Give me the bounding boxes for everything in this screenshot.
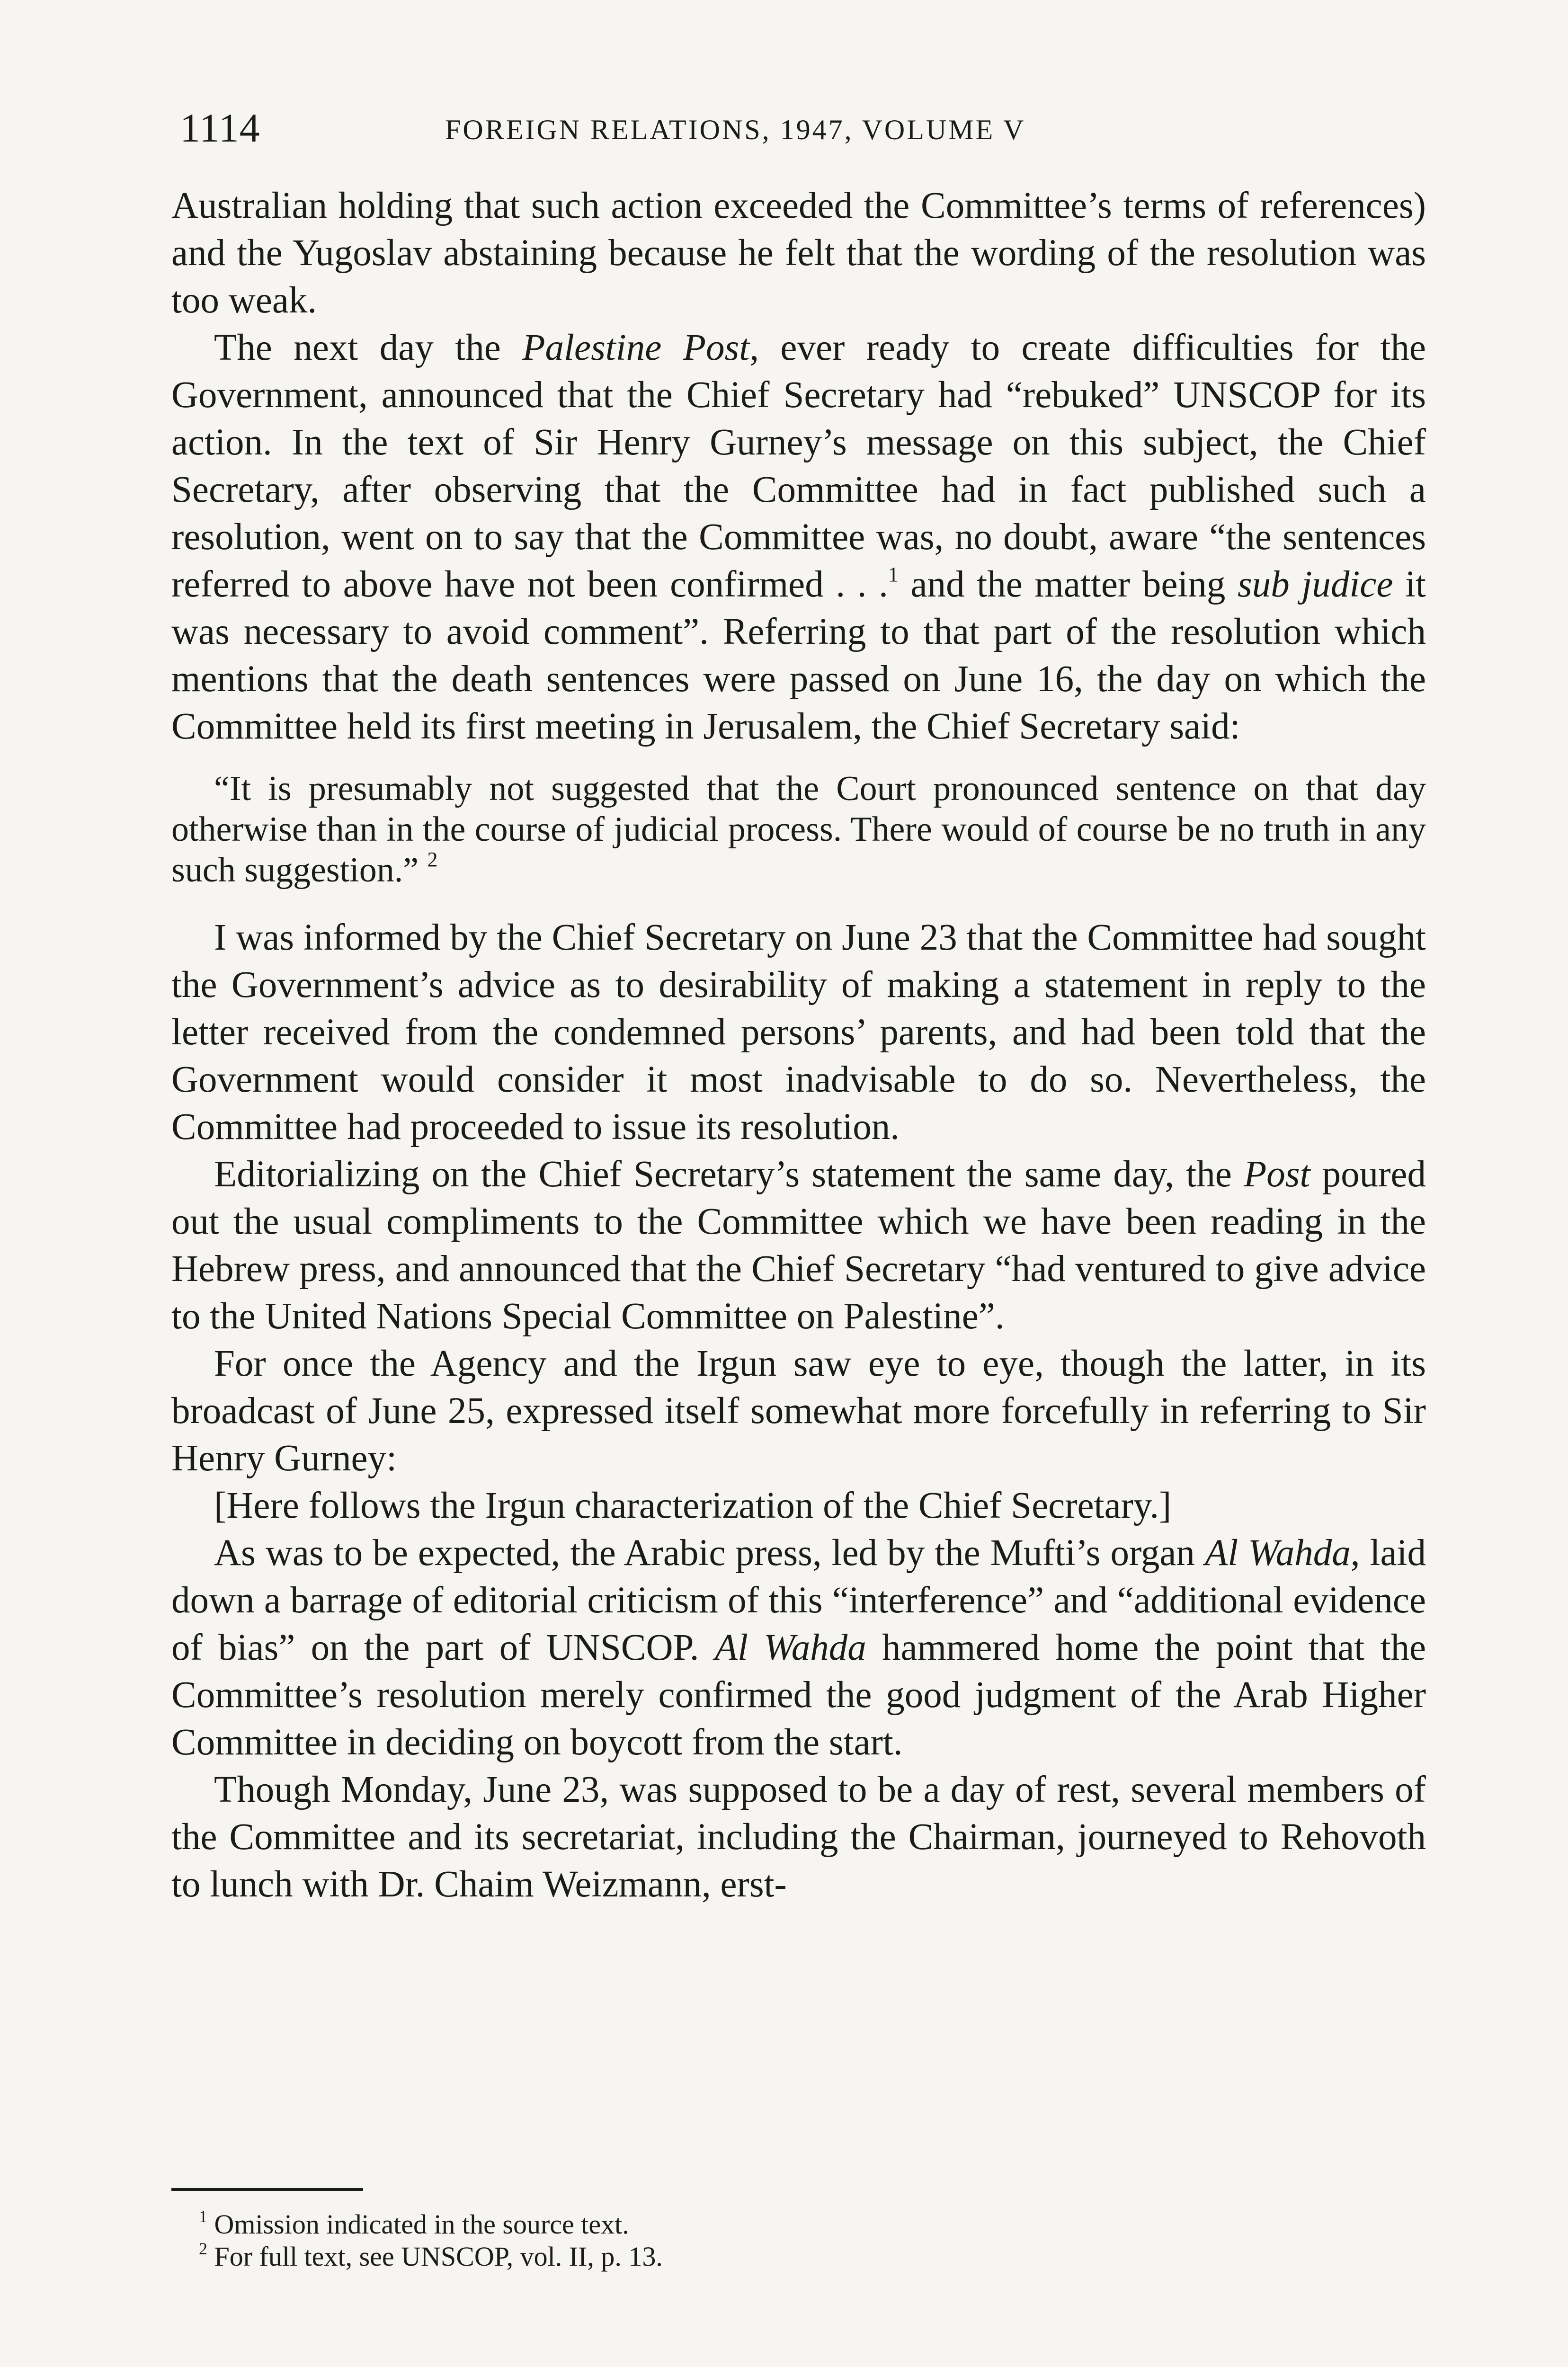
footnote-1 xyxy=(199,2208,1382,2241)
paragraph-2-text-d: and the matter being xyxy=(898,564,1238,605)
paragraph-5: For once the Agency and the Irgun saw eye to eye, though the latter, in its broadcast of June 25, expressed itself somewhat more forcefully in referring to Sir Henry Gurney: xyxy=(171,1343,1426,1479)
paragraph-4 xyxy=(171,1151,1426,1340)
paragraph-2-text-c: , ever ready to create difficulties for the Government, announced that the Chief Secretary had “rebuked” UNSCOP for its action. In the text of Sir Henry Gurney’s message on this subject, the Chief Secretary, after observing that the Committee had in fact published such a resolution, went on to say that the Committee was, no doubt, aware “the sentences referred to above have not been confirmed . . . xyxy=(171,327,1426,605)
paragraph-3: I was informed by the Chief Secretary on June 23 that the Committee had sought the Government’s advice as to desirability of making a statement in reply to the letter received from the condemned persons’ parents, and had been told that the Government would consider it most inadvisable to do so. Nevertheless, the Committee had proceeded to issue its resolution. xyxy=(171,917,1426,1148)
page-header xyxy=(180,104,1420,151)
block-quote-text: “It is presumably not suggested that the Court pronounced sentence on that day otherwise than in the course of judicial process. There would of course be no truth in any such suggestion.” xyxy=(171,769,1426,890)
palestine-post-title: Palestine Post xyxy=(522,327,750,368)
footnote-ref-1: 1 xyxy=(888,563,899,586)
paragraph-7 xyxy=(171,1530,1426,1766)
page-number: 1114 xyxy=(180,105,260,151)
footnote-divider xyxy=(171,2188,363,2191)
sub-judice-term: sub judice xyxy=(1238,564,1393,605)
paragraph-8: Though Monday, June 23, was supposed to be a day of rest, several members of the Committee and its secretariat, including the Chairman, journeyed to Rehovoth to lunch with Dr. Chaim Weizmann, erst- xyxy=(171,1769,1426,1905)
footnote-1-mark: 1 xyxy=(199,2207,207,2226)
paragraph-7-text-a: As was to be expected, the Arabic press, led by the Mufti’s organ xyxy=(214,1532,1205,1574)
body-text xyxy=(171,182,1426,1908)
footnote-2-text: For full text, see UNSCOP, vol. II, p. 13. xyxy=(214,2241,663,2272)
block-quote xyxy=(171,768,1426,890)
al-wahda-title-2: Al Wahda xyxy=(714,1627,866,1668)
al-wahda-title-1: Al Wahda xyxy=(1204,1532,1351,1574)
footnote-2-mark: 2 xyxy=(199,2239,207,2258)
paragraph-4-text-c: poured out the usual compliments to the Committee which we have been reading in the Hebrew press, and announced that the Chief Secretary “had ventured to give advice to the United Nations Special Committee on Palestine”. xyxy=(171,1154,1426,1337)
running-head: FOREIGN RELATIONS, 1947, VOLUME V xyxy=(445,114,1026,145)
paragraph-7-text-e: hammered home the point that the Committee’s resolution merely confirmed the good judgment of the Arab Higher Committee in deciding on boycott from the start. xyxy=(171,1627,1426,1763)
editorial-note: [Here follows the Irgun characterization of the Chief Secretary.] xyxy=(214,1485,1172,1526)
footnote-ref-2: 2 xyxy=(427,848,438,871)
paragraph-7-text-c: , laid down a barrage of editorial criticism of this “interference” and “additional evidence of bias” on the part of UNSCOP. xyxy=(171,1532,1426,1668)
footnotes xyxy=(199,2208,1382,2273)
footnote-2 xyxy=(199,2241,1382,2273)
paragraph-1: Australian holding that such action exceeded the Committee’s terms of references) and the Yugoslav abstaining because he felt that the wording of the resolution was too weak. xyxy=(171,185,1426,321)
paragraph-2-text-f: it was necessary to avoid comment”. Referring to that part of the resolution which mentions that the death sentences were passed on June 16, the day on which the Committee held its first meeting in Jerusalem, the Chief Secretary said: xyxy=(171,564,1426,747)
post-title: Post xyxy=(1243,1154,1310,1195)
paragraph-2 xyxy=(171,324,1426,750)
paragraph-4-text-a: Editorializing on the Chief Secretary’s statement the same day, the xyxy=(214,1154,1244,1195)
footnote-1-text: Omission indicated in the source text. xyxy=(214,2209,629,2240)
paragraph-2-text-a: The next day the xyxy=(214,327,523,368)
